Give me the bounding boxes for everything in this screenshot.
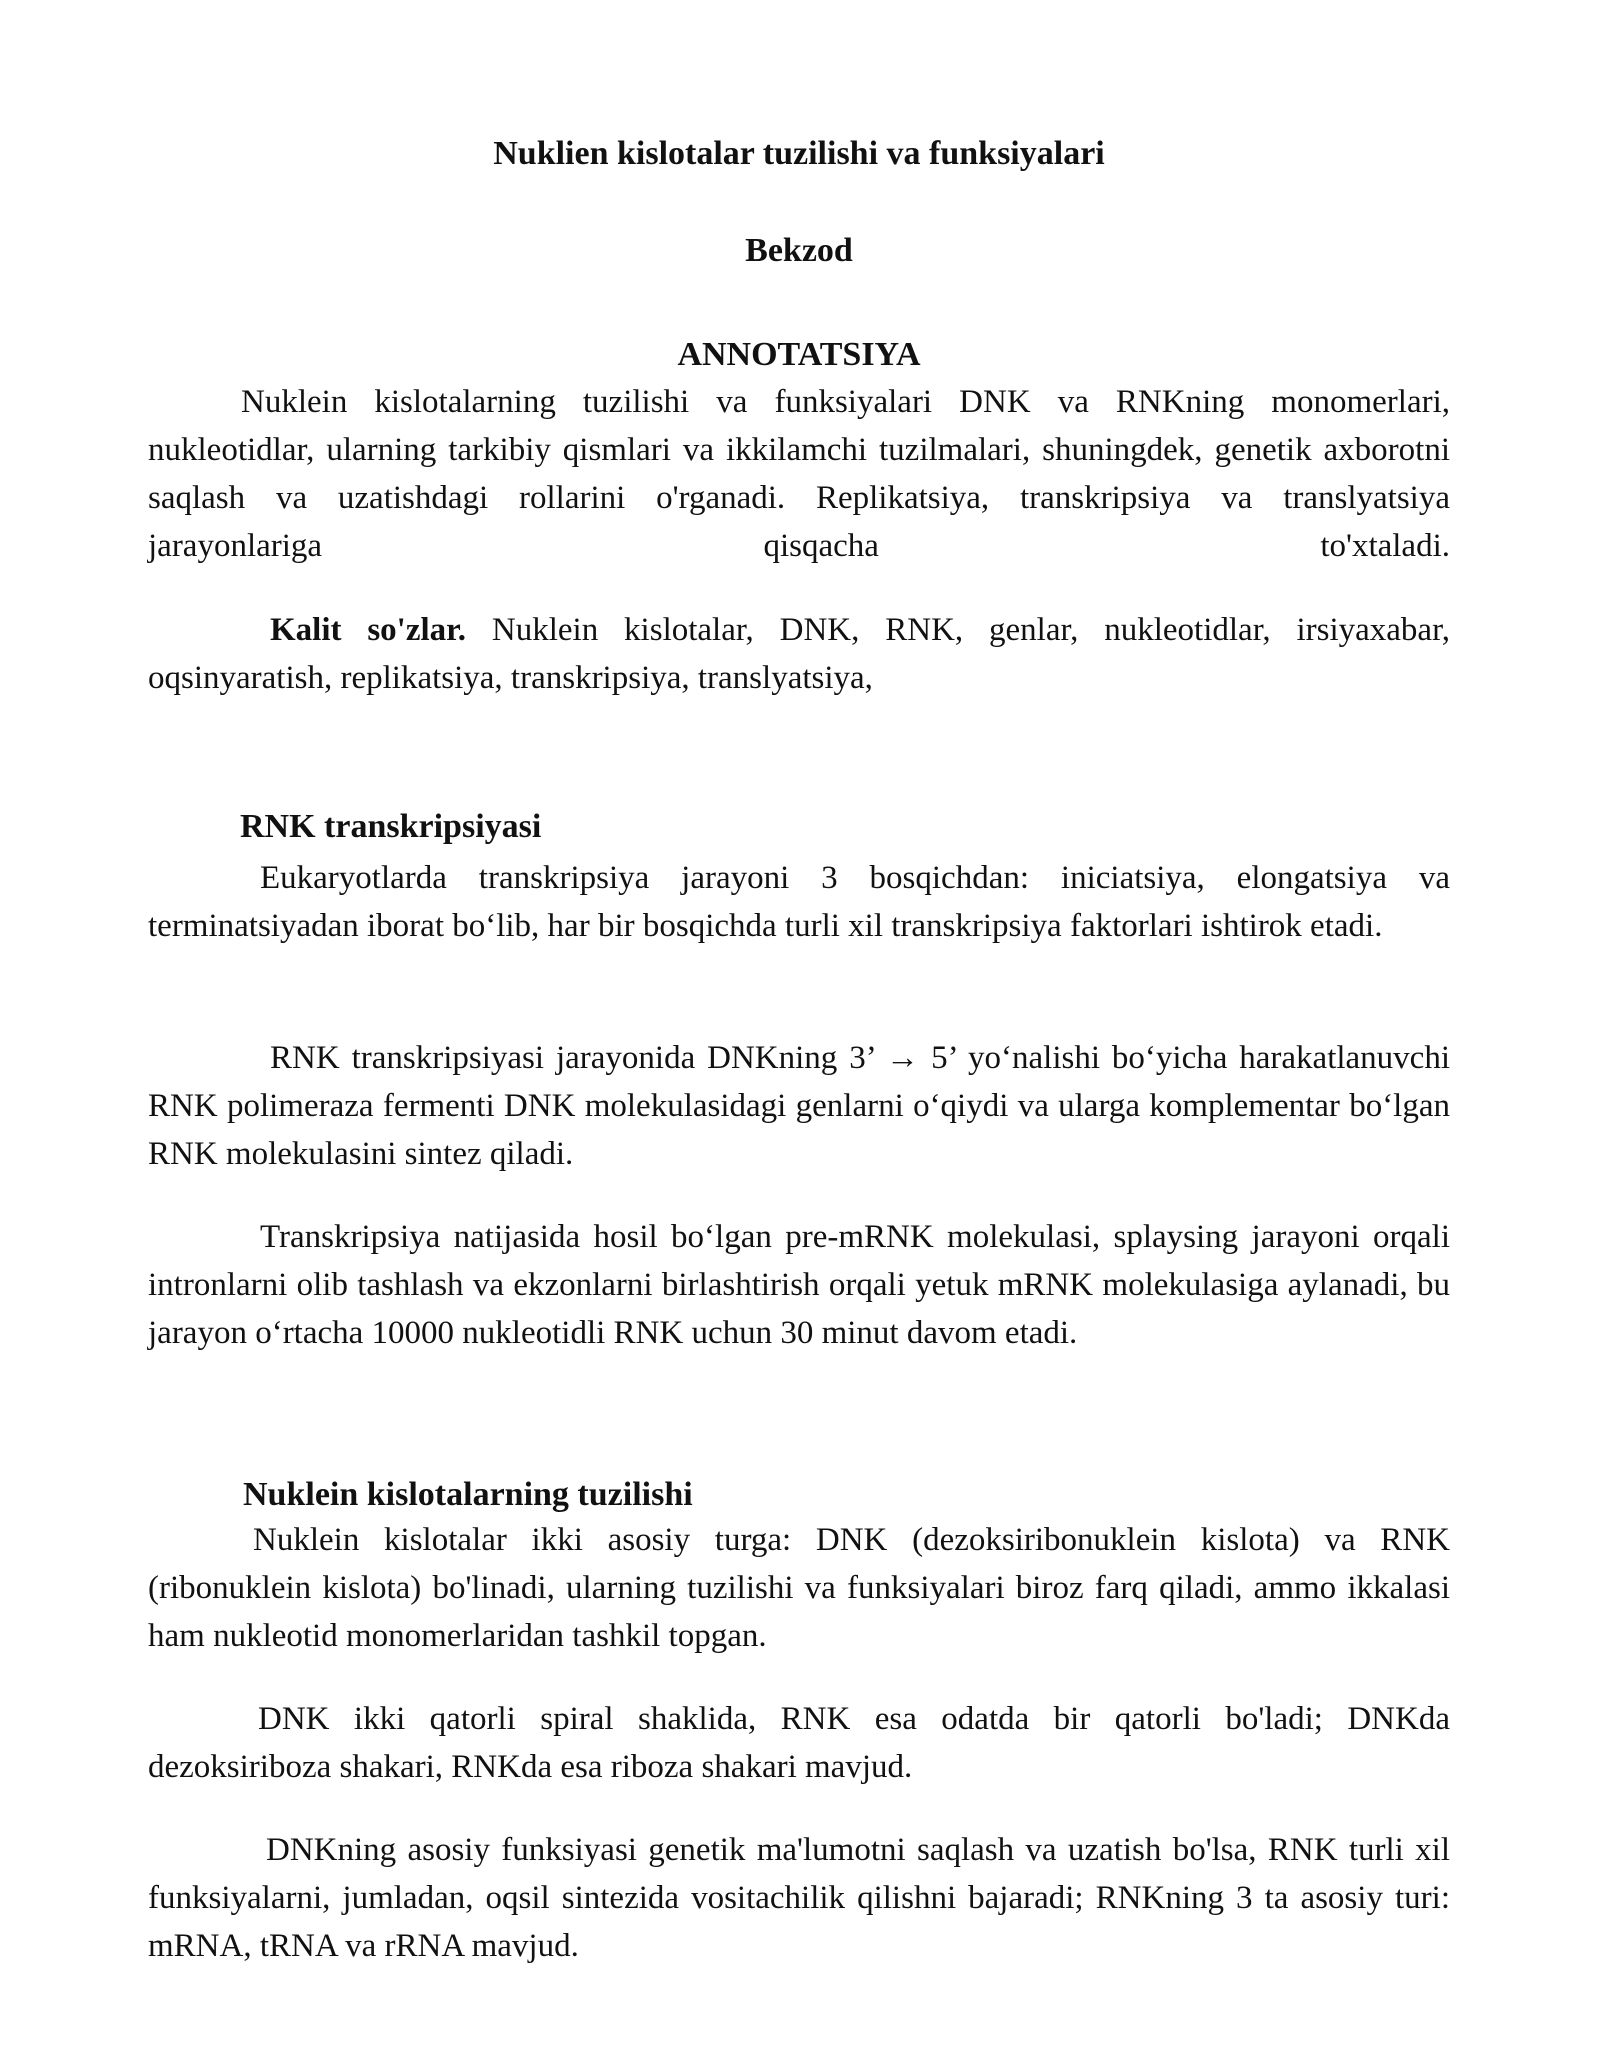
paragraph-transcription-2: RNK transkripsiyasi jarayonida DNKning 3’ → 5’ yo‘nalishi bo‘yicha harakatlanuvchi RNK polimeraza fermenti DNK molekulasidagi genlarni o‘qiydi va ularga komplementar bo‘lgan RNK molekulasini sintez qiladi.: [148, 1040, 1450, 1172]
paragraph-structure-2: DNK ikki qatorli spiral shaklida, RNK esa odatda bir qatorli bo'ladi; DNKda dezoksiriboza shakari, RNKda esa riboza shakari mavjud.: [148, 1701, 1450, 1785]
annotation-heading: ANNOTATSIYA: [677, 336, 921, 373]
paragraph-transcription-1: Eukaryotlarda transkripsiya jarayoni 3 bosqichdan: iniciatsiya, elongatsiya va terminatsiyadan iborat bo‘lib, har bir bosqichda turli xil transkripsiya faktorlari ishtirok etadi.: [148, 860, 1450, 944]
paragraph-structure-1: Nuklein kislotalar ikki asosiy turga: DNK (dezoksiribonuklein kislota) va RNK (ribonuklein kislota) bo'linadi, ularning tuzilishi va funksiyalari biroz farq qiladi, ammo ikkalasi ham nukleotid monomerlaridan tashkil topgan.: [148, 1522, 1450, 1654]
keywords-label: Kalit so'zlar.: [270, 612, 467, 648]
section-heading-structure: Nuklein kislotalarning tuzilishi: [243, 1476, 693, 1513]
paragraph-transcription-3: Transkripsiya natijasida hosil bo‘lgan pre-mRNK molekulasi, splaysing jarayoni orqali intronlarni olib tashlash va ekzonlarni birlashtirish orqali yetuk mRNK molekulasiga aylanadi, bu jarayon o‘rtacha 10000 nukleotidli RNK uchun 30 minut davom etadi.: [148, 1219, 1450, 1351]
annotation-paragraph: Nuklein kislotalarning tuzilishi va funksiyalari DNK va RNKning monomerlari, nukleotidlar, ularning tarkibiy qismlari va ikkilamchi tuzilmalari, shuningdek, genetik axborotni saqlash va uzatishdagi rollarini o'rganadi. Replikatsiya, transkripsiya va translyatsiya jarayonlariga qisqacha to'xtaladi.: [148, 384, 1450, 564]
paragraph-structure-3: DNKning asosiy funksiyasi genetik ma'lumotni saqlash va uzatish bo'lsa, RNK turli xil funksiyalarni, jumladan, oqsil sintezida vositachilik qilishni bajaradi; RNKning 3 ta asosiy turi: mRNA, tRNA va rRNA mavjud.: [148, 1832, 1450, 1964]
document-title: Nuklien kislotalar tuzilishi va funksiyalari: [493, 135, 1105, 172]
keywords-paragraph: [148, 606, 1450, 702]
author-name: Bekzod: [745, 232, 853, 269]
keywords-text: Nuklein kislotalar, DNK, RNK, genlar, nukleotidlar, irsiyaxabar, oqsinyaratish, replikatsiya, transkripsiya, translyatsiya,: [148, 612, 1450, 696]
section-heading-transcription: RNK transkripsiyasi: [240, 808, 542, 845]
